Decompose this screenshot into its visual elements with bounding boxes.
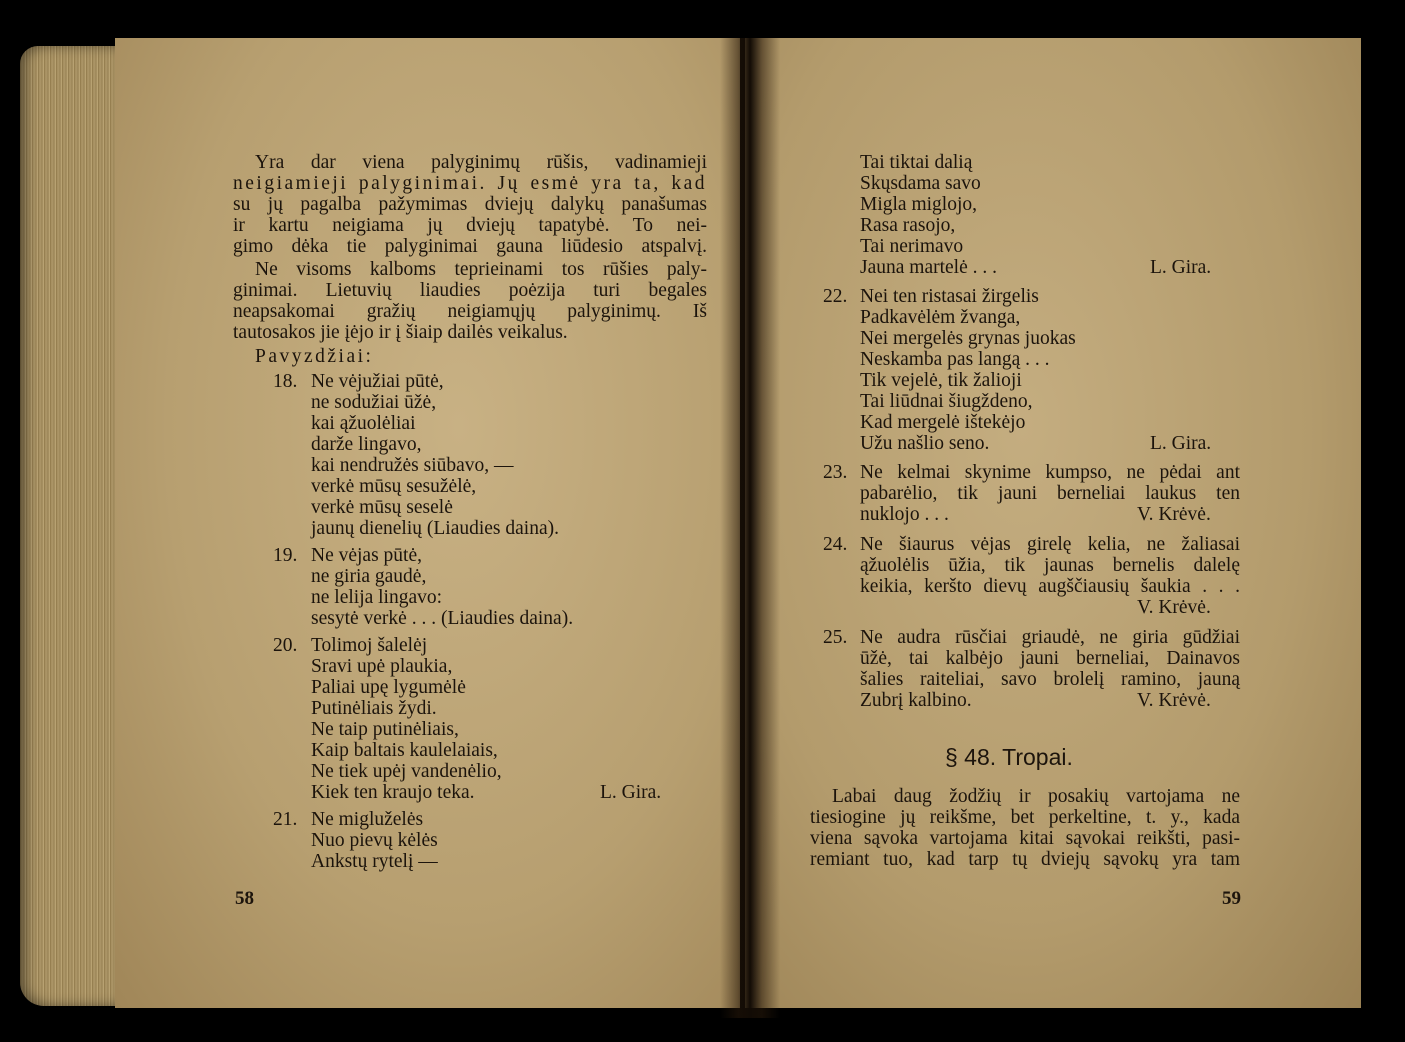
prose-line: nuklojo . . . <box>860 504 949 525</box>
intro-line: ir kartu neigiama jų dviejų tapatybė. To nei- <box>233 215 707 236</box>
verse-line: kai ąžuolėliai <box>311 413 416 434</box>
verse-line: Tai tiktai dalią <box>860 152 973 173</box>
page-number: 59 <box>1222 888 1241 909</box>
verse-line: Kad mergelė ištekėjo <box>860 412 1026 433</box>
example-number: 21. <box>273 809 298 830</box>
page-number: 58 <box>235 888 254 909</box>
verse-line: Ne taip putinėliais, <box>311 719 459 740</box>
verse-line: Užu našlio seno. <box>860 433 990 454</box>
intro-line: Ne visoms kalboms teprieinami tos rūšies paly- <box>255 259 707 280</box>
example-number: 22. <box>823 286 848 307</box>
verse-line: Neskamba pas langą . . . <box>860 349 1050 370</box>
verse-line: Padkavėlėm žvanga, <box>860 307 1021 328</box>
prose-line: ąžuolėlis ūžia, tik jaunas bernelis dalelę <box>860 555 1240 576</box>
author-attribution: L. Gira. <box>1150 257 1212 278</box>
prose-line: ūžė, tai kalbėjo jauni berneliai, Dainavos <box>860 648 1240 669</box>
intro-line: neapsakomai gražių neigiamųjų palyginimų. Iš <box>233 301 707 322</box>
section-text-line: viena sąvoka vartojama kitai sąvokai reikšti, pasi- <box>810 828 1240 849</box>
verse-line: Nuo pievų kėlės <box>311 830 438 851</box>
verse-line: verkė mūsų sesužėlė, <box>311 476 477 497</box>
author-attribution: V. Krėvė. <box>1137 597 1211 618</box>
prose-line: pabarėlio, tik jauni berneliai laukus ten <box>860 483 1240 504</box>
section-text-line: tiesiogine jų reikšme, bet perkeltine, t. y., kada <box>810 807 1240 828</box>
verse-line: Tolimoj šalelėj <box>311 635 428 656</box>
right-page <box>745 38 1361 1008</box>
verse-line: Ne migluželės <box>311 809 424 830</box>
verse-line: Tai nerimavo <box>860 236 964 257</box>
verse-line: ne giria gaudė, <box>311 566 427 587</box>
verse-line: Rasa rasojo, <box>860 215 956 236</box>
verse-line: darže lingavo, <box>311 434 422 455</box>
verse-line: Ne tiek upėj vandenėlio, <box>311 761 502 782</box>
section-heading: § 48. Tropai. <box>945 744 1073 770</box>
author-attribution: V. Krėvė. <box>1137 690 1211 711</box>
example-number: 19. <box>273 545 298 566</box>
intro-line: neigiamieji palyginimai. Jų esmė yra ta, kad <box>233 173 707 194</box>
author-attribution: L. Gira. <box>600 782 662 803</box>
prose-line: Ne kelmai skynime kumpso, ne pėdai ant <box>860 462 1240 483</box>
prose-line: šalies raiteliai, savo brolelį ramino, jauną <box>860 669 1240 690</box>
book-spine-gutter <box>720 38 780 1018</box>
verse-line: jaunų dienelių (Liaudies daina). <box>311 518 559 539</box>
intro-line: Yra dar viena palyginimų rūšis, vadinamieji <box>255 152 707 173</box>
verse-line: Jauna martelė . . . <box>860 257 997 278</box>
verse-line: Ne vėjas pūtė, <box>311 545 423 566</box>
verse-line: ne lelija lingavo: <box>311 587 443 608</box>
prose-line: Ne šiaurus vėjas girelę kelia, ne žaliasai <box>860 534 1240 555</box>
author-attribution: V. Krėvė. <box>1137 504 1211 525</box>
verse-line: Tik vejelė, tik žalioji <box>860 370 1022 391</box>
verse-line: Kaip baltais kaulelaiais, <box>311 740 498 761</box>
prose-line: Ne audra rūsčiai griaudė, ne giria gūdžiai <box>860 627 1240 648</box>
verse-line: Sravi upė plaukia, <box>311 656 453 677</box>
verse-line: ne sodužiai ūžė, <box>311 392 437 413</box>
verse-line: Ankstų rytelį — <box>311 851 438 872</box>
intro-line: ginimai. Lietuvių liaudies poėzija turi begales <box>233 280 707 301</box>
verse-line: Migla miglojo, <box>860 194 977 215</box>
prose-line: Zubrį kalbino. <box>860 690 972 711</box>
intro-line: gimo dėka tie palyginimai gauna liūdesio atspalvį. <box>233 236 707 257</box>
verse-line: Nei ten ristasai žirgelis <box>860 286 1039 307</box>
verse-line: Ne vėjužiai pūtė, <box>311 371 444 392</box>
verse-line: Nei mergelės grynas juokas <box>860 328 1076 349</box>
prose-line: keikia, keršto dievų augščiausių šaukia . . . <box>860 576 1240 597</box>
example-number: 25. <box>823 627 848 648</box>
verse-line: kai nendružės siūbavo, — <box>311 455 514 476</box>
verse-line: Putinėliais žydi. <box>311 698 437 719</box>
verse-line: Paliai upę lygumėlė <box>311 677 466 698</box>
intro-line: tautosakos jie įėjo ir į šiaip dailės veikalus. <box>233 322 568 343</box>
verse-line: Tai liūdnai šiugždeno, <box>860 391 1033 412</box>
open-book <box>20 38 1370 1018</box>
author-attribution: L. Gira. <box>1150 433 1212 454</box>
verse-line: Kiek ten kraujo teka. <box>311 782 475 803</box>
left-page <box>115 38 740 1008</box>
verse-line: verkė mūsų seselė <box>311 497 453 518</box>
example-number: 18. <box>273 371 298 392</box>
verse-line: Skųsdama savo <box>860 173 981 194</box>
example-number: 20. <box>273 635 298 656</box>
verse-line: sesytė verkė . . . (Liaudies daina). <box>311 608 574 629</box>
intro-line: su jų pagalba pažymimas dviejų dalykų panašumas <box>233 194 707 215</box>
example-number: 23. <box>823 462 848 483</box>
examples-label: Pavyzdžiai: <box>255 346 374 367</box>
section-text-line: remiant tuo, kad tarp tų dviejų sąvokų yra tam <box>810 849 1240 870</box>
section-text-line: Labai daug žodžių ir posakių vartojama ne <box>832 786 1240 807</box>
example-number: 24. <box>823 534 848 555</box>
